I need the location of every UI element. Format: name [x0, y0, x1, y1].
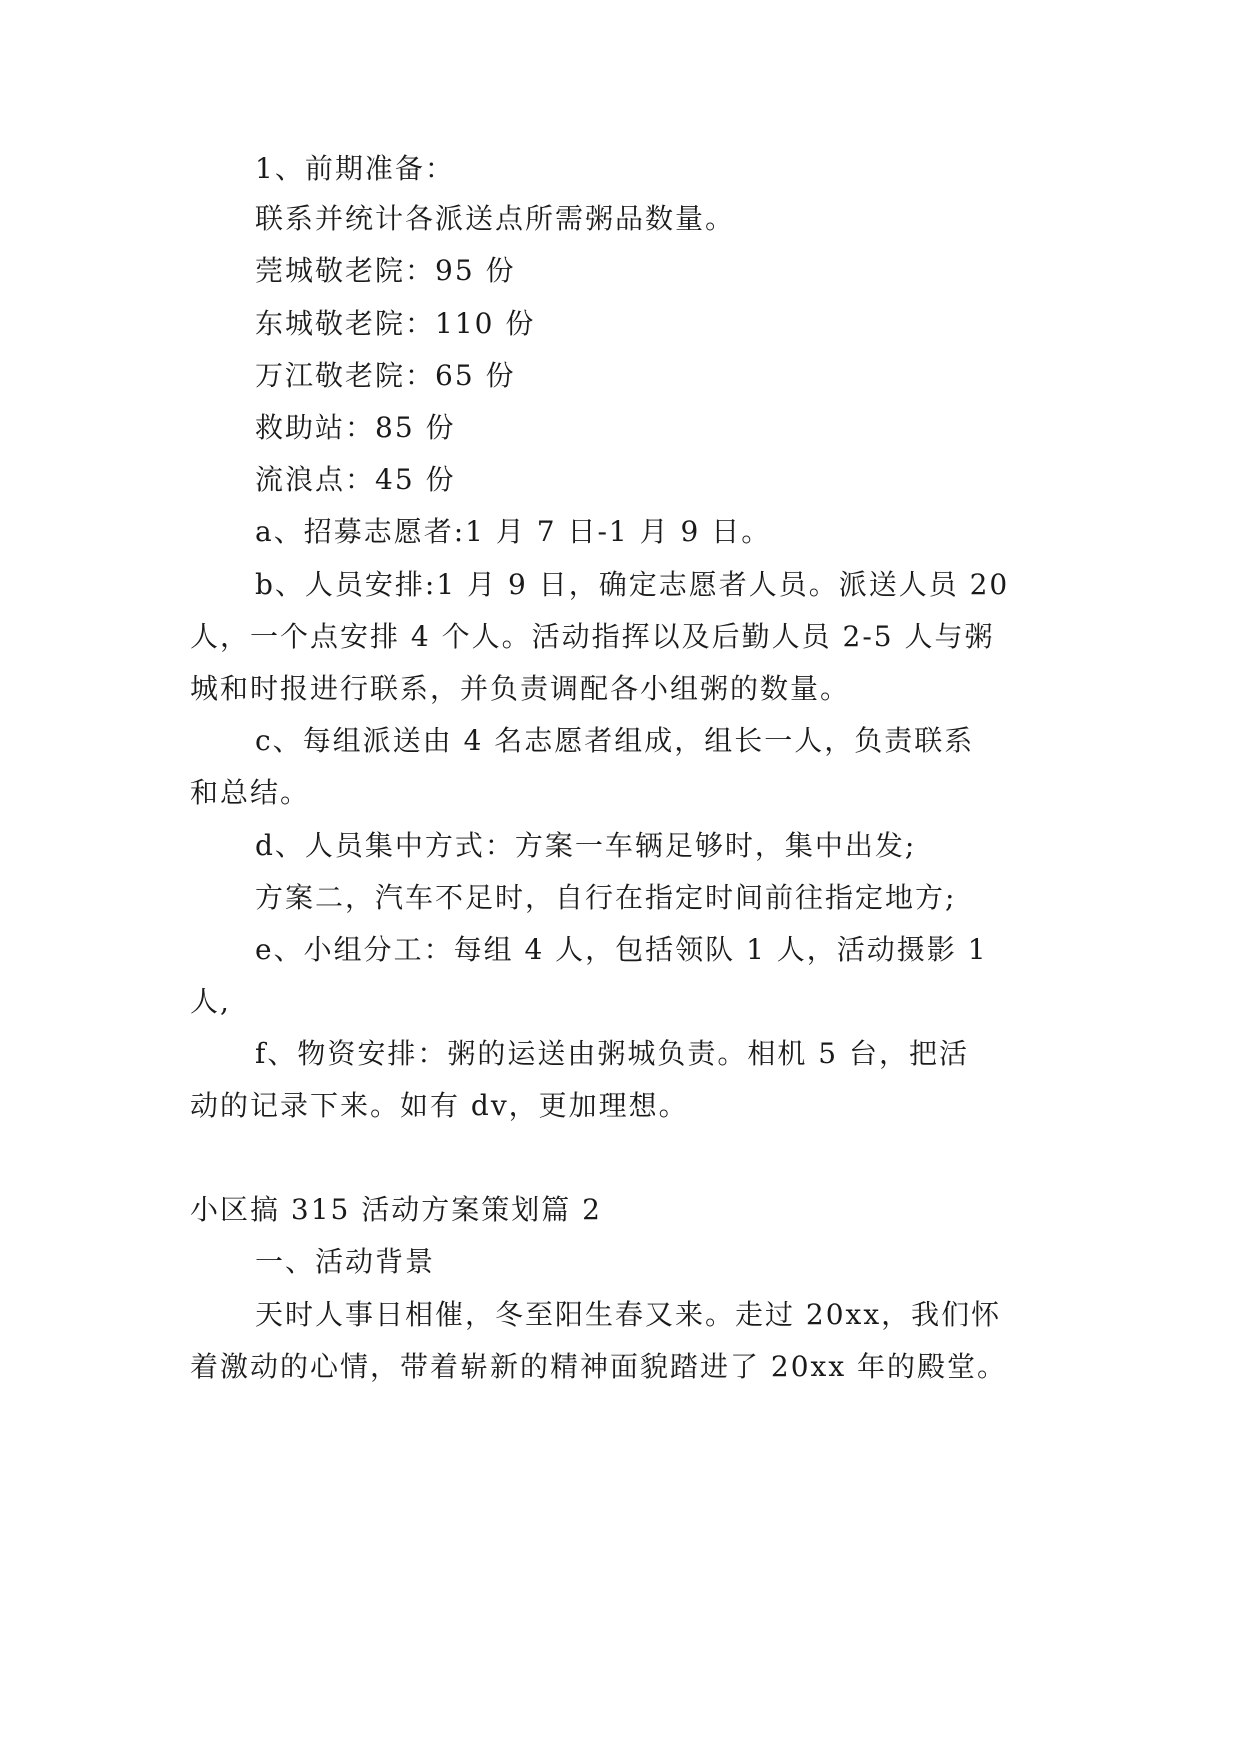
list-item: 莞城敬老院：95 份	[255, 254, 516, 287]
section-heading-preparation: 1、前期准备：	[255, 152, 455, 185]
paragraph-line: e、小组分工：每组 4 人，包括领队 1 人，活动摄影 1	[255, 933, 988, 966]
paragraph-line: 动的记录下来。如有 dv，更加理想。	[190, 1089, 689, 1122]
paragraph-line: 着激动的心情，带着崭新的精神面貌踏进了 20xx 年的殿堂。	[190, 1350, 1008, 1383]
paragraph-line: 和总结。	[190, 776, 311, 809]
paragraph-line: b、人员安排:1 月 9 日，确定志愿者人员。派送人员 20	[255, 568, 1010, 601]
section-heading-background: 一、活动背景	[255, 1245, 436, 1278]
paragraph-line: 城和时报进行联系，并负责调配各小组粥的数量。	[190, 672, 851, 705]
paragraph-line: 人，一个点安排 4 个人。活动指挥以及后勤人员 2-5 人与粥	[190, 620, 995, 653]
paragraph-line: 天时人事日相催，冬至阳生春又来。走过 20xx，我们怀	[255, 1298, 1002, 1331]
article-title: 小区搞 315 活动方案策划篇 2	[190, 1193, 602, 1226]
list-item: 流浪点：45 份	[255, 463, 456, 496]
list-item: 东城敬老院：110 份	[255, 307, 536, 340]
paragraph-line: 方案二，汽车不足时，自行在指定时间前往指定地方;	[255, 881, 957, 914]
paragraph-line: a、招募志愿者:1 月 7 日-1 月 9 日。	[255, 515, 772, 548]
paragraph-line: d、人员集中方式：方案一车辆足够时，集中出发;	[255, 829, 917, 862]
paragraph-line: 联系并统计各派送点所需粥品数量。	[255, 202, 736, 235]
paragraph-line: f、物资安排：粥的运送由粥城负责。相机 5 台，把活	[255, 1037, 969, 1070]
paragraph-line: 人,	[190, 985, 231, 1018]
paragraph-line: c、每组派送由 4 名志愿者组成，组长一人，负责联系	[255, 724, 975, 757]
list-item: 救助站：85 份	[255, 411, 456, 444]
list-item: 万江敬老院：65 份	[255, 359, 516, 392]
